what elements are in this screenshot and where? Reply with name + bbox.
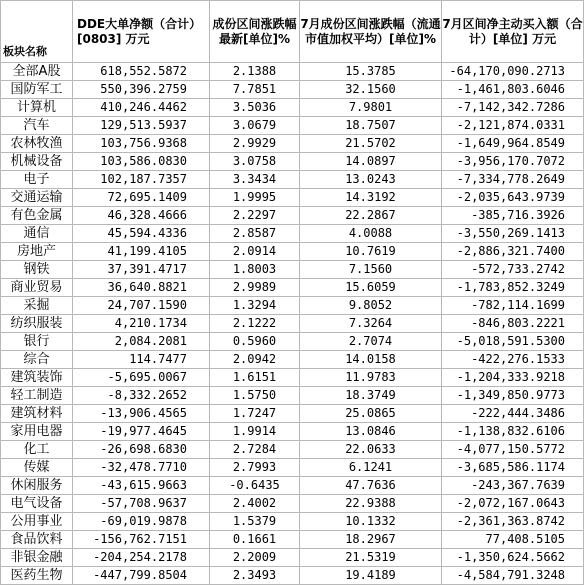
cell-latest-change: 1.9914 bbox=[210, 423, 300, 441]
cell-july-net-buy: -1,649,964.8549 bbox=[442, 135, 584, 153]
cell-sector-name: 银行 bbox=[1, 333, 73, 351]
cell-july-change: 18.2967 bbox=[300, 531, 442, 549]
cell-latest-change: 2.7284 bbox=[210, 441, 300, 459]
cell-july-change: 4.0088 bbox=[300, 225, 442, 243]
cell-sector-name: 食品饮料 bbox=[1, 531, 73, 549]
header-july-change: 7月成份区间涨跌幅（流通市值加权平均）[单位]% bbox=[300, 1, 442, 63]
cell-july-net-buy: -1,204,333.9218 bbox=[442, 369, 584, 387]
header-july-net-buy: 7月区间净主动买入额（合计）[单位] 万元 bbox=[442, 1, 584, 63]
header-sector-name: 板块名称 bbox=[1, 1, 73, 63]
cell-july-change: 19.4189 bbox=[300, 567, 442, 585]
cell-july-net-buy: -1,783,852.3249 bbox=[442, 279, 584, 297]
cell-july-net-buy: -1,138,832.6106 bbox=[442, 423, 584, 441]
cell-sector-name: 钢铁 bbox=[1, 261, 73, 279]
cell-dde-net: 114.7477 bbox=[73, 351, 210, 369]
cell-dde-net: -5,695.0067 bbox=[73, 369, 210, 387]
cell-july-net-buy: -2,886,321.7400 bbox=[442, 243, 584, 261]
cell-july-net-buy: -222,444.3486 bbox=[442, 405, 584, 423]
cell-july-change: 7.1560 bbox=[300, 261, 442, 279]
cell-latest-change: 3.5036 bbox=[210, 99, 300, 117]
cell-july-net-buy: -2,072,167.0643 bbox=[442, 495, 584, 513]
cell-latest-change: 2.1388 bbox=[210, 63, 300, 81]
cell-dde-net: 41,199.4105 bbox=[73, 243, 210, 261]
cell-latest-change: 2.7993 bbox=[210, 459, 300, 477]
cell-july-change: 9.8052 bbox=[300, 297, 442, 315]
table-row bbox=[1, 549, 584, 567]
table-row bbox=[1, 63, 584, 81]
cell-latest-change: 3.0679 bbox=[210, 117, 300, 135]
cell-dde-net: 129,513.5937 bbox=[73, 117, 210, 135]
cell-dde-net: 45,594.4336 bbox=[73, 225, 210, 243]
table-row bbox=[1, 387, 584, 405]
cell-sector-name: 医药生物 bbox=[1, 567, 73, 585]
cell-july-net-buy: -846,803.2221 bbox=[442, 315, 584, 333]
table-row bbox=[1, 243, 584, 261]
cell-dde-net: -32,478.7710 bbox=[73, 459, 210, 477]
table-row bbox=[1, 477, 584, 495]
header-dde-net: DDE大单净额（合计）[0803] 万元 bbox=[73, 1, 210, 63]
table-row bbox=[1, 405, 584, 423]
cell-latest-change: 1.5750 bbox=[210, 387, 300, 405]
cell-dde-net: 102,187.7357 bbox=[73, 171, 210, 189]
cell-latest-change: 2.0942 bbox=[210, 351, 300, 369]
cell-sector-name: 轻工制造 bbox=[1, 387, 73, 405]
cell-sector-name: 公用事业 bbox=[1, 513, 73, 531]
cell-sector-name: 机械设备 bbox=[1, 153, 73, 171]
cell-july-net-buy: -1,461,803.6046 bbox=[442, 81, 584, 99]
cell-dde-net: -19,977.4645 bbox=[73, 423, 210, 441]
table-row bbox=[1, 279, 584, 297]
cell-july-change: 22.2867 bbox=[300, 207, 442, 225]
cell-july-change: 15.6059 bbox=[300, 279, 442, 297]
cell-sector-name: 全部A股 bbox=[1, 63, 73, 81]
cell-july-net-buy: -385,716.3926 bbox=[442, 207, 584, 225]
cell-dde-net: 37,391.4717 bbox=[73, 261, 210, 279]
cell-july-change: 32.1560 bbox=[300, 81, 442, 99]
cell-dde-net: 24,707.1590 bbox=[73, 297, 210, 315]
cell-july-change: 25.0865 bbox=[300, 405, 442, 423]
cell-sector-name: 化工 bbox=[1, 441, 73, 459]
cell-latest-change: 2.2297 bbox=[210, 207, 300, 225]
cell-sector-name: 交通运输 bbox=[1, 189, 73, 207]
cell-dde-net: 618,552.5872 bbox=[73, 63, 210, 81]
cell-july-net-buy: -243,367.7639 bbox=[442, 477, 584, 495]
table-row bbox=[1, 99, 584, 117]
cell-latest-change: -0.6435 bbox=[210, 477, 300, 495]
cell-sector-name: 电气设备 bbox=[1, 495, 73, 513]
table-row bbox=[1, 531, 584, 549]
cell-latest-change: 3.3434 bbox=[210, 171, 300, 189]
cell-dde-net: -57,708.9637 bbox=[73, 495, 210, 513]
cell-latest-change: 2.9989 bbox=[210, 279, 300, 297]
cell-sector-name: 计算机 bbox=[1, 99, 73, 117]
cell-sector-name: 农林牧渔 bbox=[1, 135, 73, 153]
cell-dde-net: -8,332.2652 bbox=[73, 387, 210, 405]
table-row bbox=[1, 153, 584, 171]
table-row bbox=[1, 315, 584, 333]
cell-july-change: 10.7619 bbox=[300, 243, 442, 261]
table-row bbox=[1, 423, 584, 441]
cell-july-change: 14.0158 bbox=[300, 351, 442, 369]
cell-latest-change: 2.4002 bbox=[210, 495, 300, 513]
table-row bbox=[1, 261, 584, 279]
cell-sector-name: 家用电器 bbox=[1, 423, 73, 441]
cell-july-change: 7.3264 bbox=[300, 315, 442, 333]
table-row bbox=[1, 351, 584, 369]
cell-dde-net: 550,396.2759 bbox=[73, 81, 210, 99]
cell-sector-name: 电子 bbox=[1, 171, 73, 189]
cell-latest-change: 1.3294 bbox=[210, 297, 300, 315]
cell-dde-net: -447,799.8504 bbox=[73, 567, 210, 585]
cell-dde-net: 4,210.1734 bbox=[73, 315, 210, 333]
cell-dde-net: 46,328.4666 bbox=[73, 207, 210, 225]
cell-july-net-buy: -1,349,850.9773 bbox=[442, 387, 584, 405]
cell-sector-name: 综合 bbox=[1, 351, 73, 369]
cell-dde-net: -13,906.4565 bbox=[73, 405, 210, 423]
table-row bbox=[1, 171, 584, 189]
cell-july-change: 22.0633 bbox=[300, 441, 442, 459]
cell-july-change: 18.3749 bbox=[300, 387, 442, 405]
table-row bbox=[1, 117, 584, 135]
cell-latest-change: 0.1661 bbox=[210, 531, 300, 549]
header-row bbox=[1, 1, 584, 63]
cell-sector-name: 休闲服务 bbox=[1, 477, 73, 495]
table-row bbox=[1, 207, 584, 225]
cell-sector-name: 房地产 bbox=[1, 243, 73, 261]
cell-dde-net: 103,756.9368 bbox=[73, 135, 210, 153]
cell-july-net-buy: -4,077,150.5772 bbox=[442, 441, 584, 459]
cell-july-change: 18.7507 bbox=[300, 117, 442, 135]
cell-dde-net: 72,695.1409 bbox=[73, 189, 210, 207]
cell-july-change: 13.0846 bbox=[300, 423, 442, 441]
cell-sector-name: 非银金融 bbox=[1, 549, 73, 567]
cell-sector-name: 国防军工 bbox=[1, 81, 73, 99]
cell-july-net-buy: -64,170,090.2713 bbox=[442, 63, 584, 81]
table-row bbox=[1, 225, 584, 243]
cell-sector-name: 通信 bbox=[1, 225, 73, 243]
cell-dde-net: -26,698.6830 bbox=[73, 441, 210, 459]
cell-sector-name: 纺织服装 bbox=[1, 315, 73, 333]
cell-latest-change: 1.6151 bbox=[210, 369, 300, 387]
cell-sector-name: 传媒 bbox=[1, 459, 73, 477]
cell-july-net-buy: -1,350,624.5662 bbox=[442, 549, 584, 567]
table-row bbox=[1, 81, 584, 99]
table-row bbox=[1, 495, 584, 513]
cell-july-net-buy: -7,142,342.7286 bbox=[442, 99, 584, 117]
cell-dde-net: -43,615.9663 bbox=[73, 477, 210, 495]
cell-july-net-buy: -572,733.2742 bbox=[442, 261, 584, 279]
cell-dde-net: -204,254.2178 bbox=[73, 549, 210, 567]
cell-july-change: 47.7636 bbox=[300, 477, 442, 495]
cell-july-change: 15.3785 bbox=[300, 63, 442, 81]
cell-sector-name: 采掘 bbox=[1, 297, 73, 315]
table-row bbox=[1, 333, 584, 351]
cell-july-change: 13.0243 bbox=[300, 171, 442, 189]
cell-sector-name: 建筑材料 bbox=[1, 405, 73, 423]
cell-sector-name: 有色金属 bbox=[1, 207, 73, 225]
cell-july-net-buy: -782,114.1699 bbox=[442, 297, 584, 315]
table-row bbox=[1, 567, 584, 585]
cell-july-change: 6.1241 bbox=[300, 459, 442, 477]
cell-dde-net: 410,246.4462 bbox=[73, 99, 210, 117]
cell-latest-change: 1.7247 bbox=[210, 405, 300, 423]
cell-latest-change: 2.1222 bbox=[210, 315, 300, 333]
cell-latest-change: 0.5960 bbox=[210, 333, 300, 351]
cell-july-net-buy: -4,584,791.3248 bbox=[442, 567, 584, 585]
table-row bbox=[1, 369, 584, 387]
cell-july-net-buy: -2,361,363.8742 bbox=[442, 513, 584, 531]
cell-july-change: 7.9801 bbox=[300, 99, 442, 117]
cell-july-change: 2.7074 bbox=[300, 333, 442, 351]
cell-dde-net: 2,084.2081 bbox=[73, 333, 210, 351]
cell-july-change: 14.0897 bbox=[300, 153, 442, 171]
cell-dde-net: -156,762.7151 bbox=[73, 531, 210, 549]
cell-july-change: 22.9388 bbox=[300, 495, 442, 513]
cell-july-change: 10.1332 bbox=[300, 513, 442, 531]
cell-july-net-buy: -3,685,586.1174 bbox=[442, 459, 584, 477]
cell-july-change: 11.9783 bbox=[300, 369, 442, 387]
table-row bbox=[1, 189, 584, 207]
cell-sector-name: 汽车 bbox=[1, 117, 73, 135]
cell-latest-change: 1.9995 bbox=[210, 189, 300, 207]
table-row bbox=[1, 459, 584, 477]
table-row bbox=[1, 135, 584, 153]
table-row bbox=[1, 513, 584, 531]
cell-latest-change: 2.8587 bbox=[210, 225, 300, 243]
cell-latest-change: 3.0758 bbox=[210, 153, 300, 171]
cell-july-net-buy: -5,018,591.5300 bbox=[442, 333, 584, 351]
header-latest-change: 成份区间涨跌幅 最新[单位]% bbox=[210, 1, 300, 63]
cell-dde-net: -69,019.9878 bbox=[73, 513, 210, 531]
cell-july-net-buy: -2,035,643.9739 bbox=[442, 189, 584, 207]
cell-sector-name: 商业贸易 bbox=[1, 279, 73, 297]
cell-july-net-buy: -3,550,269.1413 bbox=[442, 225, 584, 243]
cell-latest-change: 2.3493 bbox=[210, 567, 300, 585]
cell-latest-change: 2.0914 bbox=[210, 243, 300, 261]
table-row bbox=[1, 297, 584, 315]
cell-latest-change: 2.2009 bbox=[210, 549, 300, 567]
cell-july-net-buy: -422,276.1533 bbox=[442, 351, 584, 369]
cell-july-change: 21.5319 bbox=[300, 549, 442, 567]
cell-latest-change: 1.5379 bbox=[210, 513, 300, 531]
table-row bbox=[1, 441, 584, 459]
cell-july-net-buy: -7,334,778.2649 bbox=[442, 171, 584, 189]
cell-july-net-buy: -3,956,170.7072 bbox=[442, 153, 584, 171]
cell-latest-change: 1.8003 bbox=[210, 261, 300, 279]
cell-latest-change: 2.9929 bbox=[210, 135, 300, 153]
cell-july-net-buy: -2,121,874.0331 bbox=[442, 117, 584, 135]
cell-dde-net: 36,640.8821 bbox=[73, 279, 210, 297]
cell-dde-net: 103,586.0830 bbox=[73, 153, 210, 171]
cell-july-net-buy: 77,408.5105 bbox=[442, 531, 584, 549]
cell-latest-change: 7.7851 bbox=[210, 81, 300, 99]
cell-sector-name: 建筑装饰 bbox=[1, 369, 73, 387]
cell-july-change: 14.3192 bbox=[300, 189, 442, 207]
cell-july-change: 21.5702 bbox=[300, 135, 442, 153]
